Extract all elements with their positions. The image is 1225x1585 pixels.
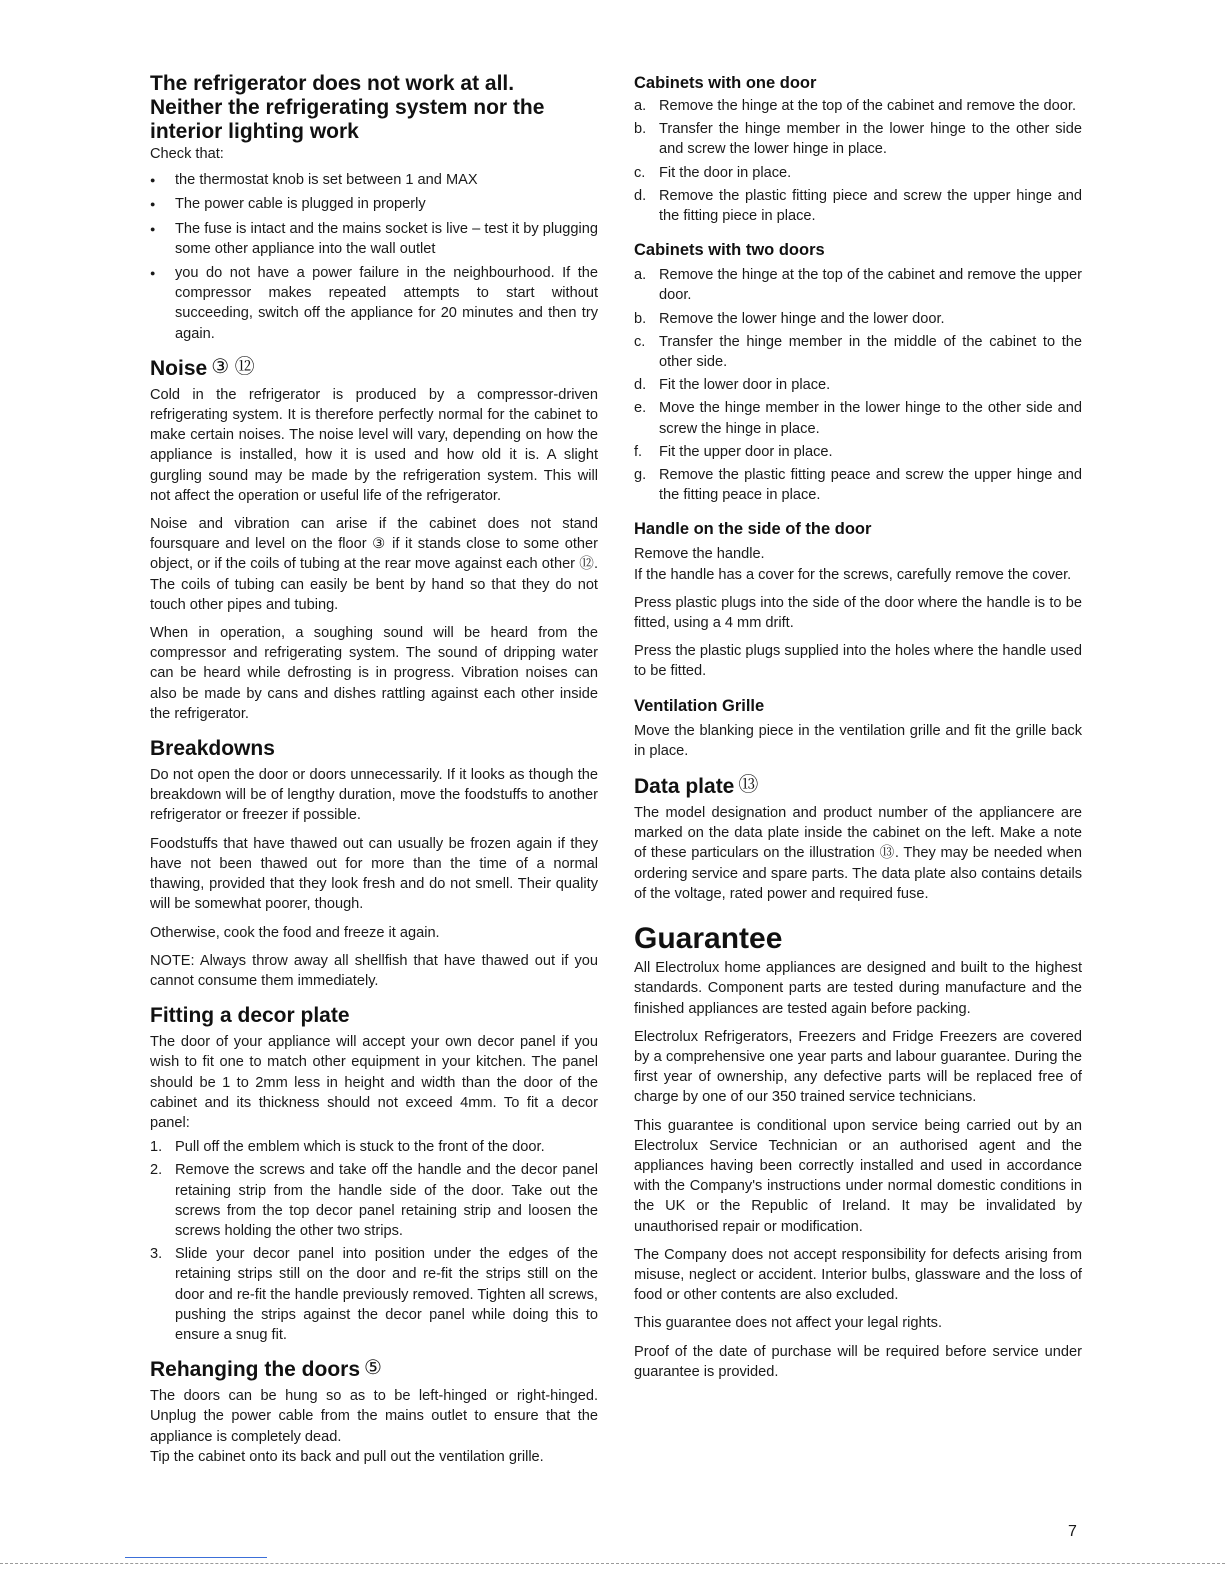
list-item: ● you do not have a power failure in the neighbourhood. If the compressor makes repeated attempts to start without succeeding, switch off the appliance for 20 minutes and then try again. [150, 263, 598, 344]
list-item: 1. Pull off the emblem which is stuck to the front of the door. [150, 1139, 545, 1156]
paragraph: Press the plastic plugs supplied into the holes where the handle used to be fitted. [634, 643, 1082, 680]
footer-rule [125, 1557, 267, 1558]
paragraph: When in operation, a soughing sound will be heard from the compressor and refrigerating system. The sound of dripping water can be heard while defrosting is in progress. Vibration noises can also be made by cans and dishes rattling against each other inside the refrigerator. [150, 625, 598, 722]
list-item: f. Fit the upper door in place. [634, 443, 833, 460]
heading-no-work: The refrigerator does not work at all. Neither the refrigerating system nor the interior lighting work [150, 72, 545, 143]
paragraph: Press plastic plugs into the side of the door where the handle is to be fitted, using a 4 mm drift. [634, 594, 1082, 632]
check-intro: Check that: [150, 146, 224, 162]
paragraph: Tip the cabinet onto its back and pull out the ventilation grille. [150, 1448, 544, 1465]
list-item: b. Remove the lower hinge and the lower door. [634, 310, 945, 327]
one-door-steps [634, 96, 1082, 226]
heading-rehanging: Rehanging the doors ⑤ [150, 1357, 382, 1382]
heading-two-doors: Cabinets with two doors [634, 241, 825, 260]
paragraph: All Electrolux home appliances are designed and built to the highest standards. Component parts are tested during manufacture and the finished appliances are tested again before packing. [634, 960, 1082, 1017]
list-item: a. Remove the hinge at the top of the cabinet and remove the upper door. [634, 267, 1082, 304]
paragraph: The doors can be hung so as to be left-hinged or right-hinged. Unplug the power cable from the mains outlet to ensure that the appliance is completely dead. [150, 1388, 598, 1445]
list-item: c. Transfer the hinge member in the middle of the cabinet to the other side. [634, 333, 1082, 371]
paragraph: The model designation and product number of the appliancere are marked on the data plate inside the cabinet on the left. Make a note of these particulars on the illustration ⑬. They may be needed when ordering service and spare parts. The data plate also contains details of the voltage, rated power and required fuse. [634, 805, 1082, 902]
list-item: e. Move the hinge member in the lower hinge to the other side and screw the hinge in place. [634, 400, 1082, 437]
list-item: 3. Slide your decor panel into position under the edges of the retaining strips still on the door and re-fit the strips still on the door and re-fit the handle previously removed. Tighten all screws, pushing the strips against the decor panel while doing this to ensure a snug fit. [150, 1246, 598, 1343]
page-edge-divider [0, 1563, 1225, 1564]
paragraph: Move the blanking piece in the ventilation grille and fit the grille back in place. [634, 722, 1082, 759]
paragraph: NOTE: Always throw away all shellfish that have thawed out if you cannot consume them immediately. [150, 952, 598, 989]
heading-ventilation: Ventilation Grille [634, 696, 765, 715]
check-list [150, 170, 598, 344]
list-item: d. Fit the lower door in place. [634, 377, 831, 394]
decor-steps [150, 1137, 598, 1345]
paragraph: Remove the handle. [634, 546, 765, 563]
heading-one-door: Cabinets with one door [634, 74, 817, 92]
paragraph: Proof of the date of purchase will be required before service under guarantee is provided. [634, 1343, 1082, 1380]
list-item: ● The power cable is plugged in properly [150, 194, 598, 214]
paragraph: This guarantee is conditional upon service being carried out by an Electrolux Service Technician or an authorised agent and the appliances having been correctly installed and used in accordance with the Company's instructions under normal domestic conditions in the UK or the Republic of Ireland. It may be invalidated by unauthorised repair or modification. [634, 1117, 1082, 1235]
paragraph: Cold in the refrigerator is produced by a compressor-driven refrigerating system. It is therefore perfectly normal for the cabinet to make certain noises. The noise level will vary, depending on how the appliance is installed, how it is used and how old it is. A slight gurgling sound may be made by the refrigeration system. This will not affect the operation or useful life of the refrigerator. [150, 386, 598, 504]
paragraph: Noise and vibration can arise if the cabinet does not stand foursquare and level on the floor ③ if it stands close to some other object, or if the coils of tubing at the rear move against each other ⑫. The coils of tubing can easily be bent by hand so that they do not touch other pipes and tubing. [150, 516, 598, 613]
figure-ref: ③ ⑫ [211, 355, 255, 378]
list-item: ● The fuse is intact and the mains socket is live – test it by plugging some other appliance into the wall outlet [150, 219, 598, 259]
paragraph: Otherwise, cook the food and freeze it again. [150, 924, 440, 941]
figure-ref: ⑤ [364, 1357, 382, 1380]
left-column [150, 72, 598, 1475]
heading-noise: Noise ③ ⑫ [150, 355, 255, 380]
heading-breakdowns: Breakdowns [150, 737, 275, 761]
figure-ref: ⑬ [738, 774, 759, 797]
paragraph: Foodstuffs that have thawed out can usually be frozen again if they have not been thawed out for more than the time of a normal thawing, provided that they look fresh and do not smell. Their quality will be somewhat poorer, though. [150, 835, 598, 913]
list-item: a. Remove the hinge at the top of the cabinet and remove the door. [634, 98, 1077, 114]
heading-handle: Handle on the side of the door [634, 520, 872, 539]
paragraph: This guarantee does not affect your legal rights. [634, 1315, 943, 1332]
paragraph: If the handle has a cover for the screws, carefully remove the cover. [634, 566, 1072, 583]
heading-decor-plate: Fitting a decor plate [150, 1004, 350, 1028]
page-number: 7 [1068, 1523, 1077, 1540]
heading-data-plate: Data plate ⑬ [634, 774, 759, 799]
list-item: c. Fit the door in place. [634, 164, 792, 181]
list-item: b. Transfer the hinge member in the lower hinge to the other side and screw the lower hinge in place. [634, 121, 1082, 158]
paragraph: Electrolux Refrigerators, Freezers and Fridge Freezers are covered by a comprehensive one year parts and labour guarantee. During the first year of ownership, any defective parts will be replaced free of charge by one of our 350 trained service technicians. [634, 1028, 1082, 1106]
paragraph: Do not open the door or doors unnecessarily. If it looks as though the breakdown will be of lengthy duration, move the foodstuffs to another refrigerator or freezer if possible. [150, 767, 598, 824]
list-item: d. Remove the plastic fitting piece and screw the upper hinge and the fitting piece in place. [634, 187, 1082, 225]
two-doors-steps [634, 265, 1082, 505]
paragraph: The Company does not accept responsibility for defects arising from misuse, neglect or accident. Interior bulbs, glassware and the loss of food or other contents are also excluded. [634, 1246, 1082, 1304]
right-column [634, 72, 1082, 1390]
heading-guarantee: Guarantee [634, 922, 783, 956]
paragraph: The door of your appliance will accept your own decor panel if you wish to fit one to match other equipment in your kitchen. The panel should be 1 to 2mm less in height and width than the door of the cabinet and its thickness should not exceed 4mm. To fit a decor panel: [150, 1034, 598, 1131]
list-item: ● the thermostat knob is set between 1 and MAX [150, 170, 598, 190]
list-item: g. Remove the plastic fitting peace and screw the upper hinge and the fitting peace in place. [634, 467, 1082, 504]
list-item: 2. Remove the screws and take off the handle and the decor panel retaining strip from the handle side of the door. Take out the screws from the top decor panel retaining strip and loosen the screws holding the other two strips. [150, 1162, 598, 1239]
